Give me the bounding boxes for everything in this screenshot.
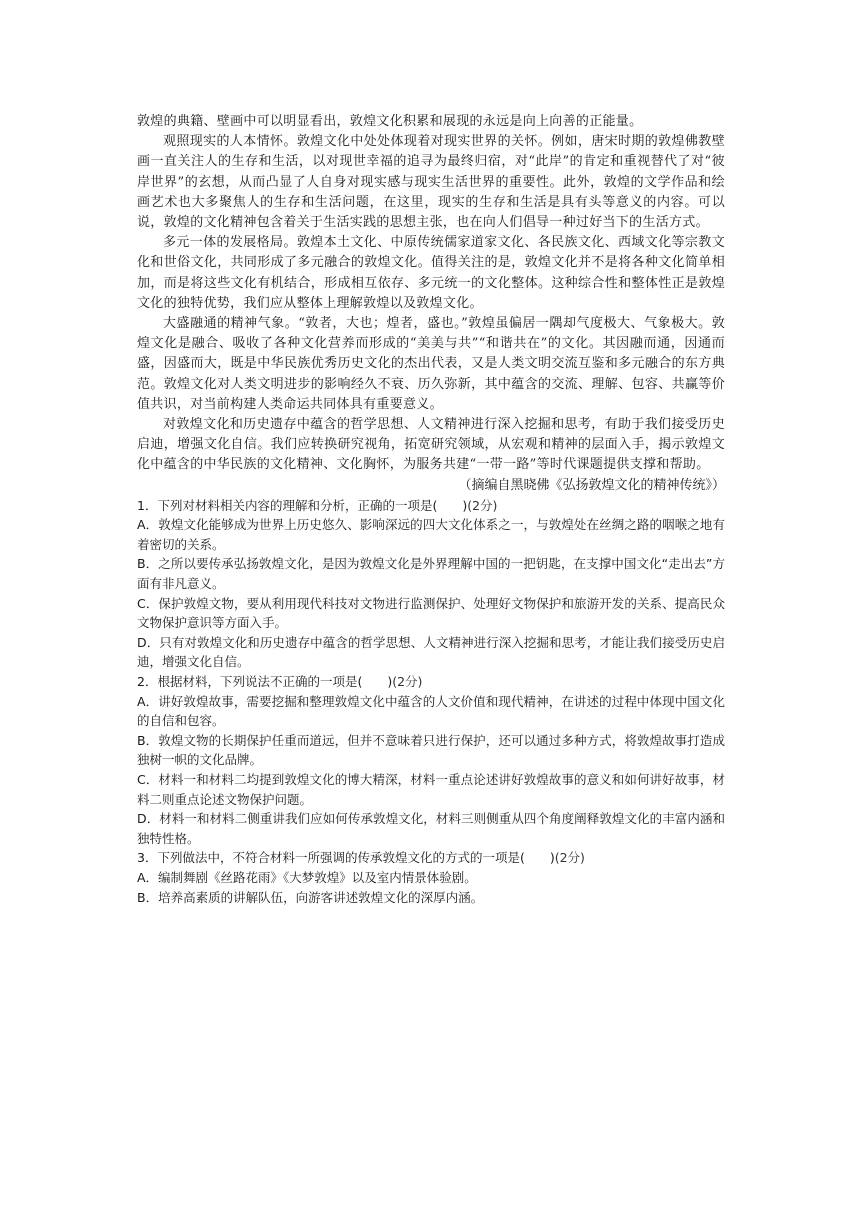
- source-citation: （摘编自黑晓佛《弘扬敦煌文化的精神传统》）: [458, 477, 725, 493]
- option-a: A．敦煌文化能够成为世界上历史悠久、影响深远的四大文化体系之一，与敦煌处在丝绸之路的咽喉之地有着密切的关系。: [137, 517, 725, 552]
- paragraph-2: 观照现实的人本情怀。敦煌文化中处处体现着对现实世界的关怀。例如，唐宋时期的敦煌佛教壁画一直关注人的生存和生活，以对现世幸福的追寻为最终归宿，对“此岸”的肯定和重视替代了对“彼岸世界”的玄想，从而凸显了人自身对现实感与现实生活世界的重要性。此外，敦煌的文学作品和绘画艺术也大多聚焦人的生存和生活问题，在这里，现实的生存和生活是具有头等意义的内容。可以说，敦煌的文化精神包含着关于生活实践的思想主张，也在向人们倡导一种过好当下的生活方式。: [137, 134, 725, 231]
- option-c: C．材料一和材料二均提到敦煌文化的博大精深，材料一重点论述讲好敦煌故事的意义和如何讲好故事，材料二则重点论述文物保护问题。: [137, 771, 725, 807]
- option-b: B．之所以要传承弘扬敦煌文化，是因为敦煌文化是外界理解中国的一把钥匙，在支撑中国文化“走出去”方面有非凡意义。: [137, 556, 725, 592]
- option-a: A．编制舞剧《丝路花雨》《大梦敦煌》以及室内情景体验剧。: [137, 869, 477, 885]
- question-stem: [137, 496, 725, 516]
- option-b: B．敦煌文物的长期保护任重而道远，但并不意味着只进行保护，还可以通过多种方式，将敦煌故事打造成独树一帜的文化品牌。: [137, 732, 725, 768]
- question-stem-text: 1．下列对材料相关内容的理解和分析，正确的一项是( ): [137, 497, 468, 513]
- paragraph-4: 大盛融通的精神气象。“敦者，大也；煌者，盛也。”敦煌虽偏居一隅却气度极大、气象极大。敦煌文化是融合、吸收了各种文化营养而形成的“美美与共”“和谐共在”的文化。其因融而通，因通而盛，因盛而大，既是中华民族优秀历史文化的杰出代表，又是人类文明交流互鉴和多元融合的东方典范。敦煌文化对人类文明进步的影响经久不衰、历久弥新，其中蕴含的交流、理解、包容、共赢等价值共识，对当前构建人类命运共同体具有重要意义。: [137, 316, 725, 412]
- question-stem: [137, 672, 725, 692]
- option-d: D．材料一和材料二侧重讲我们应如何传承敦煌文化，材料三则侧重从四个角度阐释敦煌文化的丰富内涵和独特性格。: [137, 811, 725, 846]
- paragraph-3: 多元一体的发展格局。敦煌本土文化、中原传统儒家道家文化、各民族文化、西域文化等宗教文化和世俗文化，共同形成了多元融合的敦煌文化。值得关注的是，敦煌文化并不是将各种文化简单相加，而是将这些文化有机结合，形成相互依存、多元统一的文化整体。这种综合性和整体性正是敦煌文化的独特优势，我们应从整体上理解敦煌以及敦煌文化。: [137, 235, 725, 311]
- question-points: (2分): [467, 497, 498, 513]
- question-stem: [137, 848, 725, 868]
- option-b: B．培养高素质的讲解队伍，向游客讲述敦煌文化的深厚内涵。: [137, 889, 484, 905]
- paragraph-1: 敦煌的典籍、壁画中可以明显看出，敦煌文化积累和展现的永远是向上向善的正能量。: [137, 114, 643, 129]
- option-d: D．只有对敦煌文化和历史遗存中蕴含的哲学思想、人文精神进行深入挖掘和思考，才能让我们接受历史启迪，增强文化自信。: [137, 634, 725, 670]
- document-page: [137, 112, 725, 907]
- question-2: [137, 672, 725, 848]
- question-stem-text: 2．根据材料，下列说法不正确的一项是( ): [137, 674, 393, 689]
- paragraph-5: 对敦煌文化和历史遗存中蕴含的哲学思想、人文精神进行深入挖掘和思考，有助于我们接受历史启迪，增强文化自信。我们应转换研究视角，拓宽研究领域，从宏观和精神的层面入手，揭示敦煌文化中蕴含的中华民族的文化精神、文化胸怀，为服务共建“一带一路”等时代课题提供支撑和帮助。: [137, 417, 725, 473]
- questions: [137, 496, 725, 907]
- option-a: A．讲好敦煌故事，需要挖掘和整理敦煌文化中蕴含的人文价值和现代精神，在讲述的过程中体现中国文化的自信和包容。: [137, 693, 725, 729]
- option-c: C．保护敦煌文物，要从利用现代科技对文物进行监测保护、处理好文物保护和旅游开发的关系、提高民众文物保护意识等方面入手。: [137, 595, 725, 631]
- question-stem-text: 3．下列做法中，不符合材料一所强调的传承敦煌文化的方式的一项是( ): [137, 850, 555, 866]
- question-3: [137, 848, 725, 907]
- question-1: [137, 496, 725, 672]
- question-points: (2分): [554, 850, 585, 866]
- question-points: (2分): [392, 674, 423, 689]
- article: [137, 112, 725, 496]
